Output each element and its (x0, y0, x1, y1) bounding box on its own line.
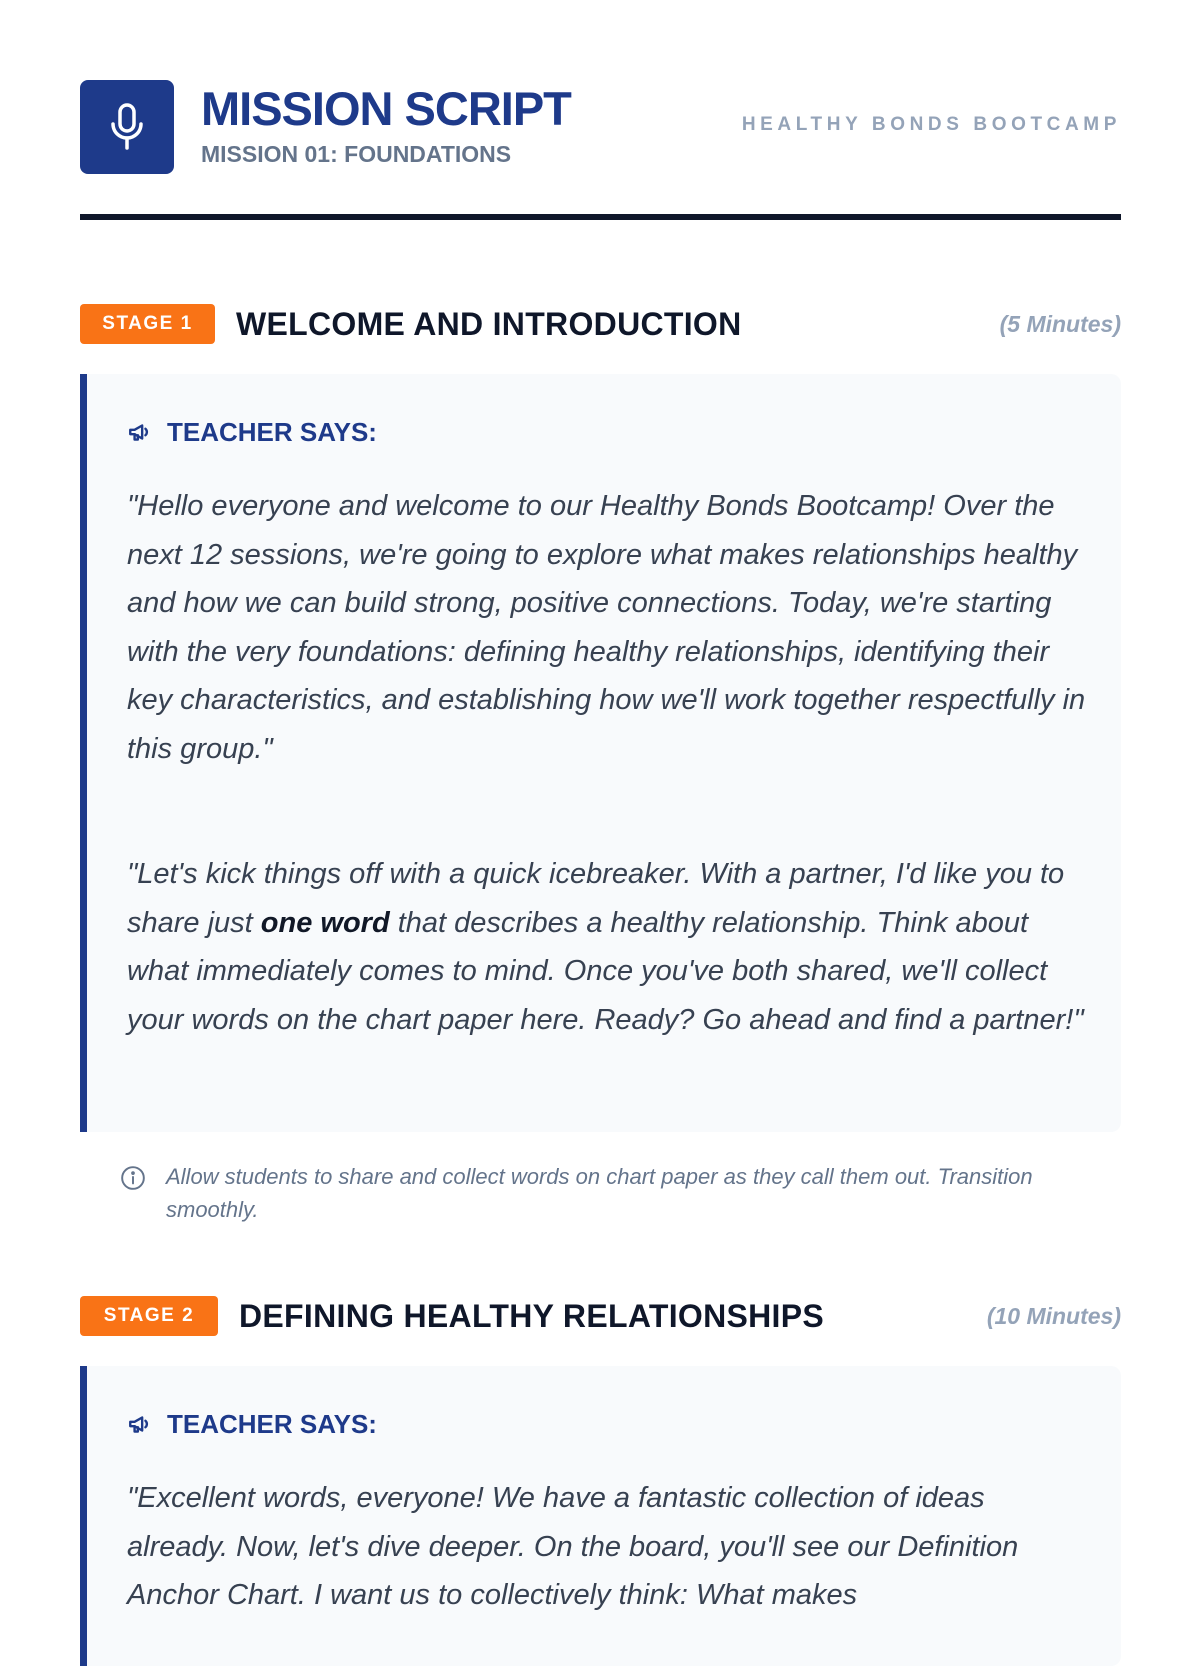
teacher-says-header (127, 1406, 377, 1442)
script-paragraph (127, 850, 1087, 1044)
header (80, 80, 1121, 174)
stage-duration: (10 Minutes) (986, 1303, 1121, 1329)
stage-badge: STAGE 2 (80, 1296, 218, 1336)
megaphone-icon (127, 1411, 153, 1437)
teacher-script-box (80, 1366, 1121, 1666)
title-block (201, 84, 571, 168)
teacher-says-header (127, 414, 377, 450)
script-emphasis: one word (260, 906, 390, 939)
info-icon (120, 1165, 146, 1191)
stage-1-heading (80, 304, 1121, 344)
teacher-says-label: TEACHER SAYS: (167, 416, 377, 447)
stage-duration: (5 Minutes) (999, 311, 1121, 337)
page-title: MISSION SCRIPT (201, 82, 571, 135)
brand-name: HEALTHY BONDS BOOTCAMP (741, 114, 1121, 135)
teacher-says-label: TEACHER SAYS: (167, 1408, 377, 1439)
note-text: Allow students to share and collect words on chart paper as they call them out. Transition smoothly. (166, 1164, 1033, 1222)
stage-badge: STAGE 1 (80, 304, 215, 344)
script-text: "Let's kick things off with a quick icebreaker. With a partner, I'd like you to share just (127, 858, 1065, 939)
megaphone-icon (127, 419, 153, 445)
microphone-icon (107, 102, 147, 152)
stage-title: WELCOME AND INTRODUCTION (236, 306, 742, 342)
stage-title: DEFINING HEALTHY RELATIONSHIPS (239, 1298, 825, 1334)
teacher-script-box (80, 374, 1121, 1132)
header-divider (80, 214, 1121, 220)
script-text: that describes a healthy relationship. Think about what immediately comes to mind. Once you've both shared, we'll collect your words on the chart paper here. Ready? Go ahead and find a partner!" (127, 906, 1084, 1036)
stage-2-heading (80, 1296, 1121, 1336)
page-subtitle: MISSION 01: FOUNDATIONS (201, 141, 512, 167)
script-paragraph: "Hello everyone and welcome to our Healthy Bonds Bootcamp! Over the next 12 sessions, we're going to explore what makes relationships healthy and how we can build strong, positive connections. Today, we're starting with the very foundations: defining healthy relationships, identifying their key characteristics, and establishing how we'll work together respectfully in this group." (127, 490, 1086, 765)
logo (80, 80, 174, 174)
facilitator-note (120, 1160, 1100, 1226)
script-paragraph: "Excellent words, everyone! We have a fantastic collection of ideas already. Now, let's dive deeper. On the board, you'll see our Definition Anchor Chart. I want us to collectively think: What makes (127, 1482, 1019, 1611)
